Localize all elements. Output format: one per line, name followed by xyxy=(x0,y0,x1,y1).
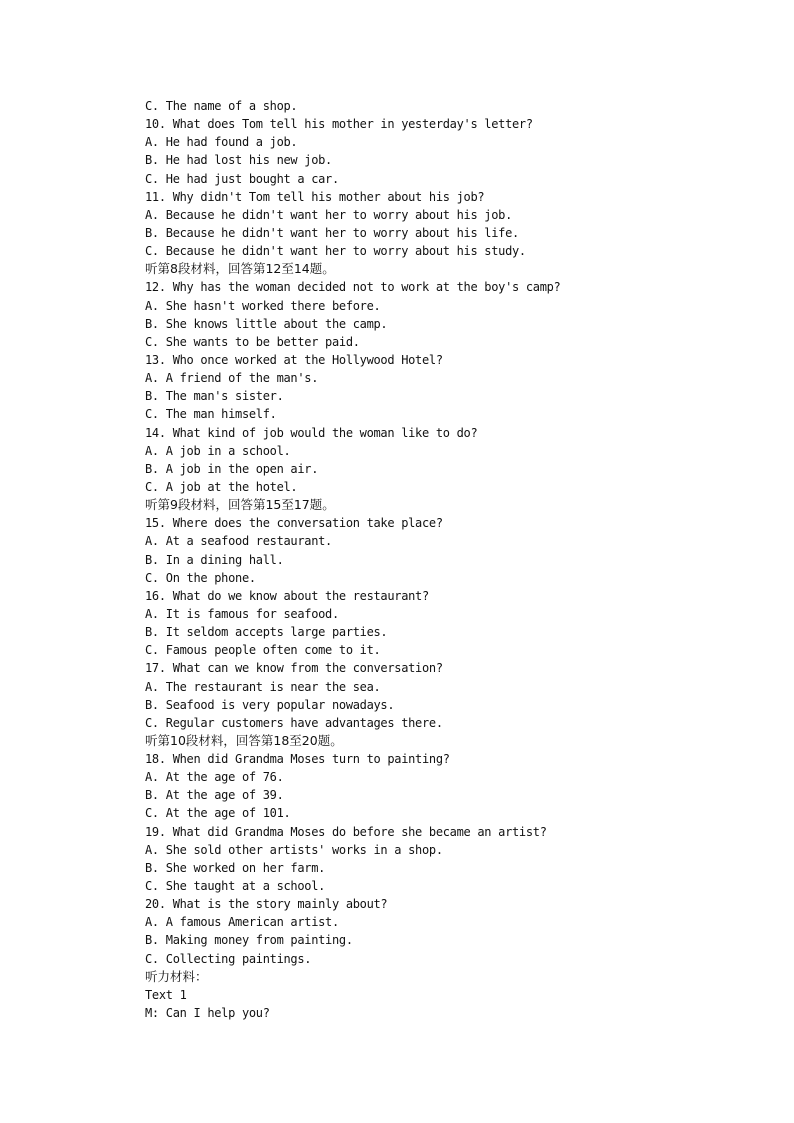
text-line: A. It is famous for seafood. xyxy=(145,606,339,621)
text-line: B. Seafood is very popular nowadays. xyxy=(145,697,395,712)
text-line: 19. What did Grandma Moses do before she became an artist? xyxy=(145,824,547,839)
section-heading: 听第8段材料，回答第12至14题。 xyxy=(145,261,335,277)
text-line: A. At the age of 76. xyxy=(145,770,284,785)
text-line: C. On the phone. xyxy=(145,570,256,585)
text-line: 15. Where does the conversation take place? xyxy=(145,516,443,531)
text-line: 20. What is the story mainly about? xyxy=(145,897,388,912)
text-line: B. A job in the open air. xyxy=(145,461,319,476)
text-line: A. She sold other artists' works in a shop. xyxy=(145,842,443,857)
text-line: A. He had found a job. xyxy=(145,135,298,150)
text-line: A. She hasn't worked there before. xyxy=(145,298,381,313)
text-line: B. In a dining hall. xyxy=(145,552,284,567)
text-line: Text 1 xyxy=(145,987,187,1002)
text-line: C. She wants to be better paid. xyxy=(145,334,360,349)
text-line: B. The man's sister. xyxy=(145,389,284,404)
text-line: C. She taught at a school. xyxy=(145,879,326,894)
text-line: B. At the age of 39. xyxy=(145,788,284,803)
section-heading: 听力材料： xyxy=(145,968,208,984)
text-line: B. She worked on her farm. xyxy=(145,860,326,875)
text-line: 16. What do we know about the restaurant? xyxy=(145,588,429,603)
text-line: M: Can I help you? xyxy=(145,1006,270,1021)
text-line: C. At the age of 101. xyxy=(145,806,291,821)
document-page xyxy=(145,97,745,1022)
text-line: 18. When did Grandma Moses turn to painting? xyxy=(145,752,450,767)
text-line: B. It seldom accepts large parties. xyxy=(145,625,388,640)
text-line: A. The restaurant is near the sea. xyxy=(145,679,381,694)
text-line: C. Famous people often come to it. xyxy=(145,643,381,658)
text-line: B. Making money from painting. xyxy=(145,933,353,948)
section-heading: 听第9段材料，回答第15至17题。 xyxy=(145,497,335,513)
text-line: C. Collecting paintings. xyxy=(145,951,312,966)
text-line: 10. What does Tom tell his mother in yesterday's letter? xyxy=(145,117,533,132)
text-line: B. He had lost his new job. xyxy=(145,153,332,168)
text-line: C. The name of a shop. xyxy=(145,99,298,113)
text-line: C. Because he didn't want her to worry about his study. xyxy=(145,244,526,259)
text-line: A. A famous American artist. xyxy=(145,915,339,930)
text-line: 11. Why didn't Tom tell his mother about his job? xyxy=(145,189,485,204)
text-line: A. Because he didn't want her to worry about his job. xyxy=(145,207,513,222)
text-line: A. At a seafood restaurant. xyxy=(145,534,332,549)
text-line: 13. Who once worked at the Hollywood Hotel? xyxy=(145,352,443,367)
text-line: 12. Why has the woman decided not to work at the boy's camp? xyxy=(145,280,561,295)
section-heading: 听第10段材料，回答第18至20题。 xyxy=(145,732,343,748)
text-line: B. Because he didn't want her to worry about his life. xyxy=(145,225,519,240)
text-line: C. The man himself. xyxy=(145,407,277,422)
text-line: C. Regular customers have advantages there. xyxy=(145,715,443,730)
text-line: A. A job in a school. xyxy=(145,443,291,458)
text-line: 17. What can we know from the conversation? xyxy=(145,661,443,676)
text-line: C. A job at the hotel. xyxy=(145,479,298,494)
text-line: A. A friend of the man's. xyxy=(145,371,319,386)
text-line: 14. What kind of job would the woman like to do? xyxy=(145,425,478,440)
text-line: C. He had just bought a car. xyxy=(145,171,339,186)
text-line: B. She knows little about the camp. xyxy=(145,316,388,331)
